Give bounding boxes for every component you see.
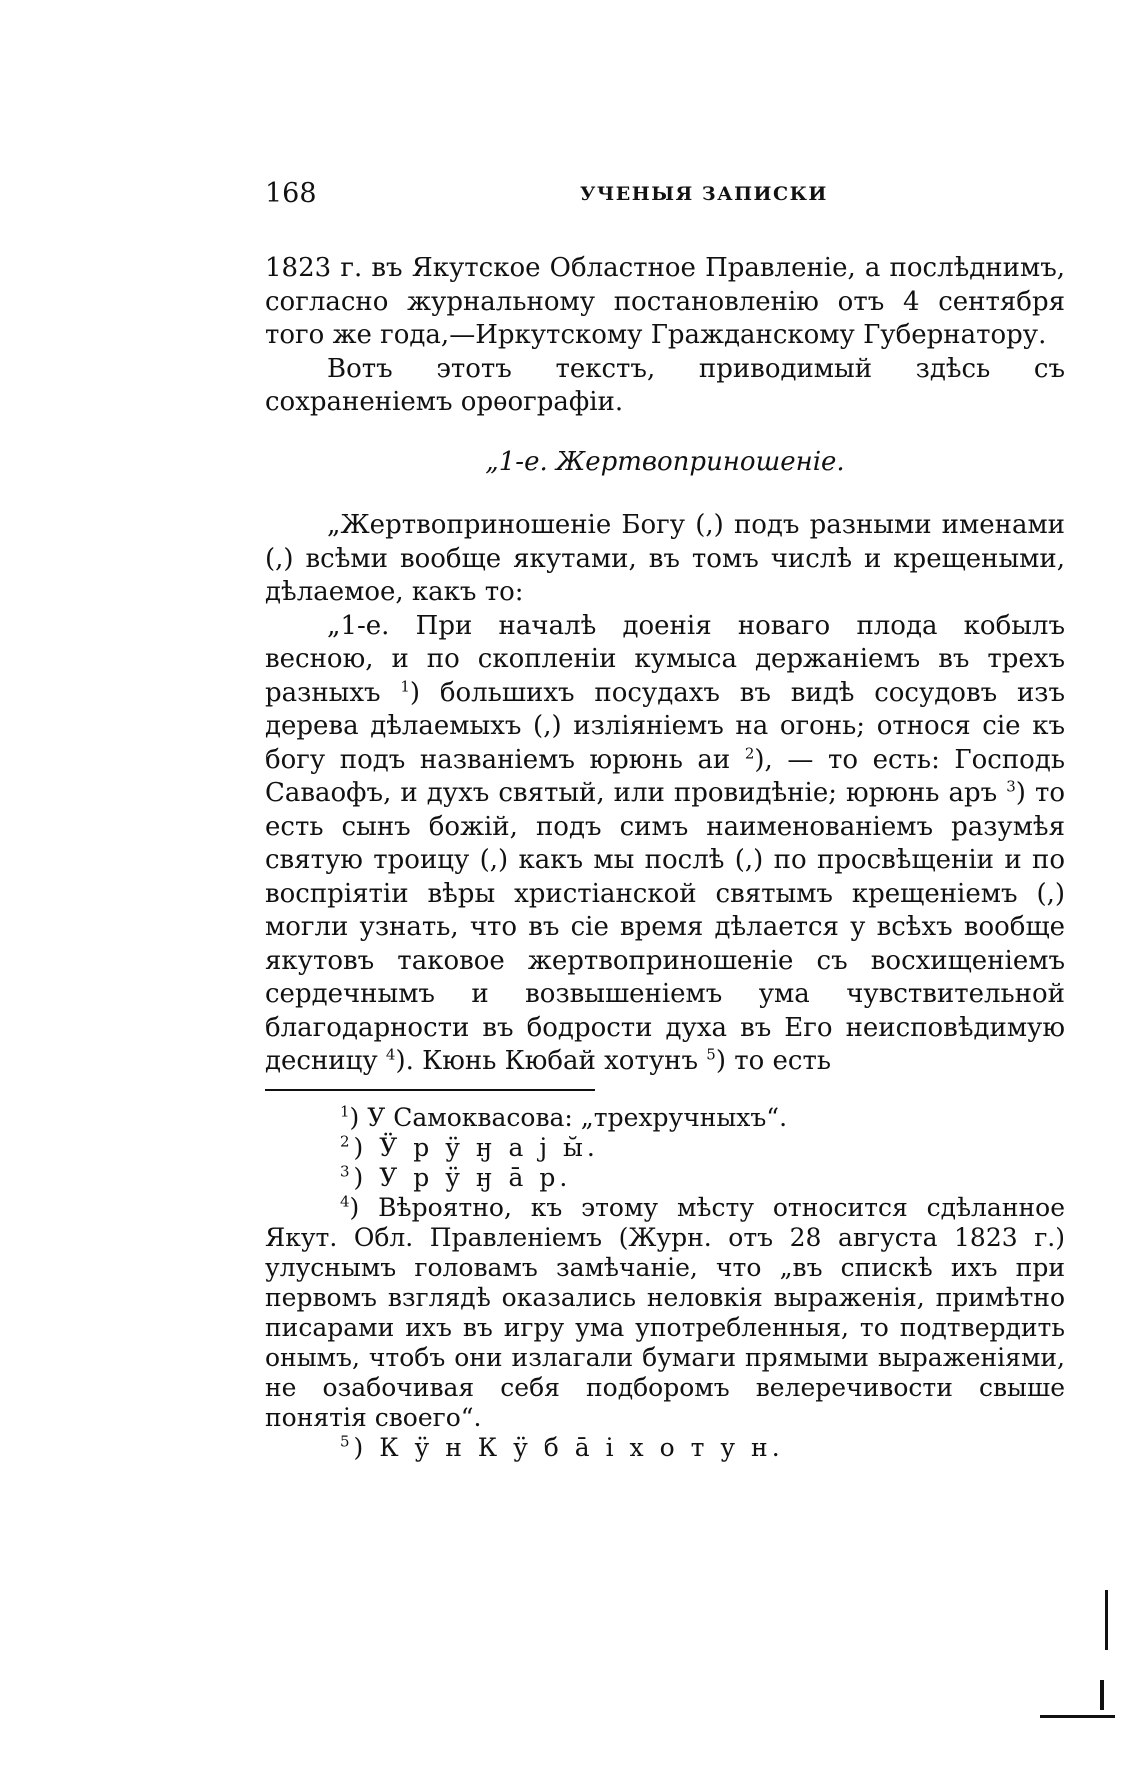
scan-edge-mark xyxy=(1040,1715,1115,1718)
paragraph-sacrifice-intro: „Жертвоприношеніе Богу (,) подъ разными именами (,) всѣми вообще якутами, въ томъ числѣ и крещеными, дѣлаемое, какъ то: xyxy=(265,510,1065,607)
text-segment: ) то есть сынъ божій, подъ симъ наименованіемъ разумѣя святую троицу (,) какъ мы послѣ (,) по просвѣщеніи и по воспріятіи вѣры христіанской святымъ крещеніемъ (,) могли узнать, что въ сіе время дѣлается у всѣхъ вообще якутовъ таковое жертвоприношеніе съ восхищеніемъ сердечнымъ и возвышеніемъ ума чувствительной благодарности въ бодрости духа въ Его неисповѣдимую десницу xyxy=(265,778,1065,1076)
footnote-1 xyxy=(265,1103,1065,1133)
footnote-mark: 2 xyxy=(340,1132,354,1151)
paragraph-text-note: Вотъ этотъ текстъ, приводимый здѣсь съ сохраненіемъ орѳографіи. xyxy=(265,353,1065,417)
body-text xyxy=(265,252,1065,1079)
page-number: 168 xyxy=(265,178,317,209)
footnote-mark: 1 xyxy=(340,1102,350,1121)
footnotes xyxy=(265,1103,1065,1463)
footnote-ref-5: 5 xyxy=(706,1045,716,1064)
footnote-5 xyxy=(265,1433,1065,1463)
footnote-text: ) Ӱ р ӱ ӈ а ј ы̆. xyxy=(353,1132,599,1162)
paragraph-intro: 1823 г. въ Якутское Областное Правленіе, а послѣднимъ, согласно журнальному постановленію отъ 4 сентября того же года,—Иркутскому Гражданскому Губернатору. xyxy=(265,253,1065,350)
journal-title: УЧЕНЫЯ ЗАПИСКИ xyxy=(580,183,828,205)
text-segment: ) большихъ посудахъ въ видѣ сосудовъ изъ дерева дѣлаемыхъ (,) изліяніемъ на огонь; относя сіе къ богу подъ названіемъ юрюнь аи xyxy=(265,677,1065,775)
footnote-ref-3: 3 xyxy=(1006,777,1016,796)
footnote-text: ) У Самоквасова: „трехручныхъ“. xyxy=(349,1102,788,1132)
footnote-text: ) К ӱ н К ӱ б а̄ і х о т у н. xyxy=(353,1432,784,1462)
footnote-4 xyxy=(265,1193,1065,1433)
footnote-text: ) У р ӱ ӈ а̄ р. xyxy=(353,1162,572,1192)
footnote-2 xyxy=(265,1133,1065,1163)
text-segment: ). Кюнь Кюбай хотунъ xyxy=(395,1046,707,1076)
paragraph-first-rite xyxy=(265,610,1065,1079)
footnote-ref-2: 2 xyxy=(744,743,755,762)
footnote-mark: 3 xyxy=(340,1162,354,1181)
footnote-text: ) Вѣроятно, къ этому мѣсту относится сдѣланное Якут. Обл. Правленіемъ (Журн. отъ 28 августа 1823 г.) улуснымъ головамъ замѣчаніе, что „въ спискѣ ихъ при первомъ взглядѣ оказались неловкія выраженія, примѣтно писарами ихъ въ игру ума употребленныя, то подтвердить онымъ, чтобъ они излагали бумаги прямыми выраженіями, не озабочивая себя подборомъ велеречивости свыше понятія своего“. xyxy=(265,1192,1065,1432)
footnote-ref-1: 1 xyxy=(400,676,410,695)
footnote-mark: 4 xyxy=(340,1192,350,1211)
footnote-ref-4: 4 xyxy=(385,1045,396,1064)
text-segment: ), — то есть: Господь Саваофъ, и духъ святый, или провидѣніе; юрюнь аръ xyxy=(265,744,1066,808)
scan-edge-mark xyxy=(1100,1680,1104,1710)
footnote-3 xyxy=(265,1163,1065,1193)
scan-edge-mark xyxy=(1105,1590,1108,1650)
footnote-divider xyxy=(265,1089,595,1091)
page xyxy=(265,178,1065,1463)
text-segment: „1-е. При началѣ доенія новаго плода кобылъ весною, и по скопленіи кумыса держаніемъ въ трехъ разныхъ xyxy=(265,610,1065,708)
section-heading: „1-е. Жертвоприношеніе. xyxy=(485,446,845,477)
text-segment: ) то есть xyxy=(715,1046,832,1076)
running-head xyxy=(265,178,1065,218)
footnote-mark: 5 xyxy=(340,1432,354,1451)
